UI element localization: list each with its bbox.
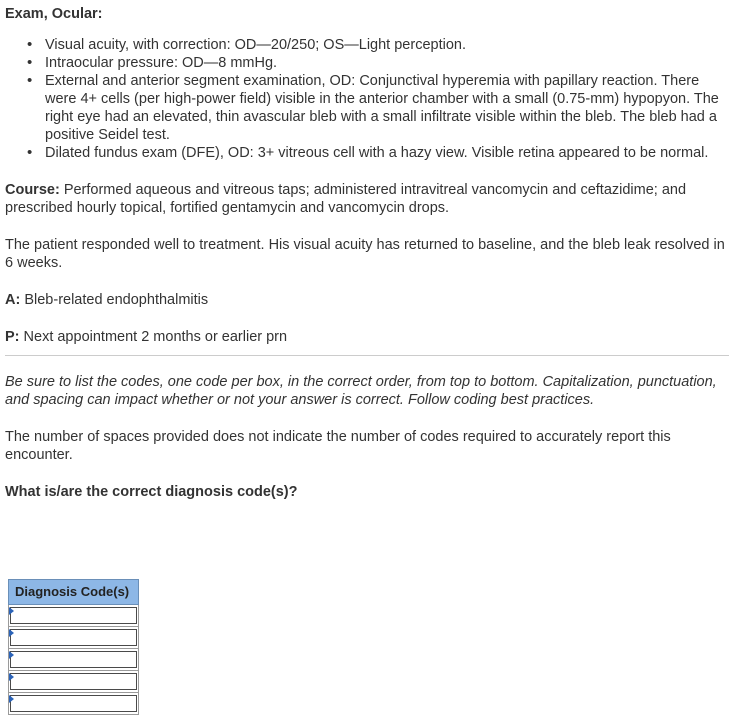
diagnosis-code-header: Diagnosis Code(s) xyxy=(9,580,139,605)
diagnosis-code-table xyxy=(8,579,139,715)
instructions-text: Be sure to list the codes, one code per box, in the correct order, from top to bottom. Capitalization, punctuation, and spacing can impact whether or not your answer is correct. Follow coding best practices. xyxy=(5,374,717,408)
table-row xyxy=(9,671,139,693)
course-paragraph xyxy=(5,181,729,217)
list-item: • Visual acuity, with correction: OD—20/250; OS—Light perception. xyxy=(5,36,729,54)
row-marker-icon xyxy=(9,651,14,659)
exam-findings-list xyxy=(5,36,729,162)
list-item: • External and anterior segment examination, OD: Conjunctival hyperemia with papillary reaction. There were 4+ cells (per high-power field) visible in the anterior chamber with a small (0.75-mm) hypopyon. The right eye had an elevated, thin avascular bleb with a small infiltrate visible within the bleb. The bleb had a positive Seidel test. xyxy=(5,72,729,144)
response-paragraph: The patient responded well to treatment. His visual acuity has returned to baseline, and the bleb leak resolved in 6 weeks. xyxy=(5,237,725,271)
row-marker-icon xyxy=(9,695,14,703)
table-row xyxy=(9,693,139,715)
diagnosis-code-input-2[interactable] xyxy=(10,629,137,646)
row-marker-icon xyxy=(9,607,14,615)
question-prompt: What is/are the correct diagnosis code(s)? xyxy=(5,484,298,500)
assessment-label: A: xyxy=(5,292,21,308)
exam-heading: Exam, Ocular: xyxy=(5,6,103,22)
list-item: • Intraocular pressure: OD—8 mmHg. xyxy=(5,54,729,72)
table-row xyxy=(9,627,139,649)
plan-text: Next appointment 2 months or earlier prn xyxy=(19,329,288,345)
row-marker-icon xyxy=(9,673,14,681)
diagnosis-code-input-1[interactable] xyxy=(10,607,137,624)
diagnosis-code-input-3[interactable] xyxy=(10,651,137,668)
course-label: Course: xyxy=(5,182,60,198)
spaces-note: The number of spaces provided does not indicate the number of codes required to accurately report this encounter. xyxy=(5,429,671,463)
assessment-paragraph xyxy=(5,291,729,309)
plan-label: P: xyxy=(5,329,20,345)
section-divider xyxy=(5,355,729,356)
diagnosis-code-input-5[interactable] xyxy=(10,695,137,712)
table-row xyxy=(9,605,139,627)
course-text: Performed aqueous and vitreous taps; administered intravitreal vancomycin and ceftazidime; and prescribed hourly topical, fortified gentamycin and vancomycin drops. xyxy=(5,182,687,216)
plan-paragraph xyxy=(5,328,729,346)
row-marker-icon xyxy=(9,629,14,637)
diagnosis-code-input-4[interactable] xyxy=(10,673,137,690)
assessment-text: Bleb-related endophthalmitis xyxy=(20,292,209,308)
list-item: • Dilated fundus exam (DFE), OD: 3+ vitreous cell with a hazy view. Visible retina appeared to be normal. xyxy=(5,144,729,162)
table-row xyxy=(9,649,139,671)
